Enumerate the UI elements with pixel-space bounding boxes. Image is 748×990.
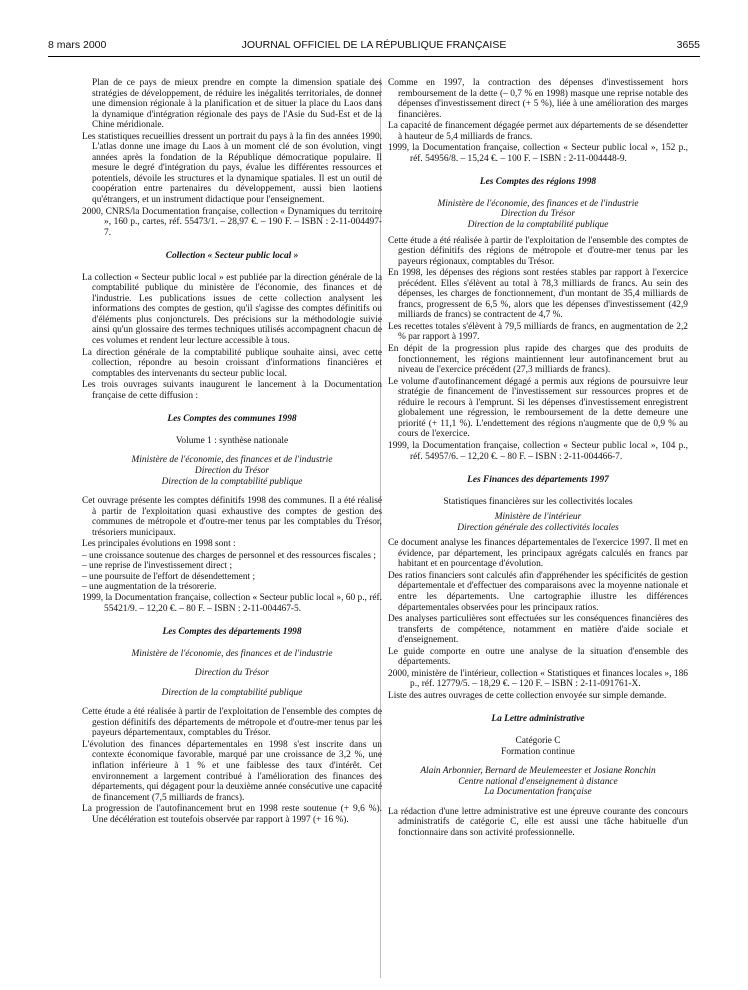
paragraph: La capacité de financement dégagée permet aux départements de se désendetter à hauteur de 5,4 milliards de francs. [388, 121, 688, 142]
paragraph: Le volume d'autofinancement dégagé a permis aux régions de poursuivre leur stratégie de financement de l'investissement sur ressources propres et de réduire le recours à l'emprunt. Si les dépenses d'investissement enregistrent globalement une régression, le remboursement de la dette demeure une priorité (+ 11,1 %). L'endettement des régions n'augmente que de 0,9 % au cours de l'exercice. [388, 376, 688, 440]
right-column [388, 78, 688, 839]
left-column [82, 78, 382, 826]
list-item: – une poursuite de l'effort de désendettement ; [82, 571, 256, 582]
section-heading: Collection « Secteur public local » [165, 251, 299, 262]
paragraph: Des analyses particulières sont effectuées sur les conséquences financières des transferts de compétence, notamment en matière d'aide sociale et d'enseignement. [388, 614, 688, 646]
paragraph: La direction générale de la comptabilité publique souhaite ainsi, avec cette collection, répondre au besoin croissant d'informations financières et comptables des intervenants du secteur public local. [82, 347, 382, 379]
section-heading: Les Comptes des régions 1998 [479, 177, 597, 188]
paragraph: L'évolution des finances départementales en 1998 s'est inscrite dans un contexte économique favorable, marqué par une croissance de 3,2 %, une inflation inférieure à 1 % et une faiblesse des taux d'intérêt. Cet environnement a largement contribué à l'amélioration des finances des départements, qui dégagent pour la deuxième année consécutive une capacité de financement (7,5 milliards de francs). [82, 739, 382, 803]
list-item: – une augmentation de la trésorerie. [82, 582, 217, 593]
publisher-line: La Documentation française [484, 787, 592, 798]
publication-reference: 1999, la Documentation française, collection « Secteur public local », 152 p., réf. 54956/8. – 15,24 €. – 100 F. – ISBN : 2-11-004448-9. [388, 143, 688, 164]
paragraph: Les principales évolutions en 1998 sont : [82, 539, 236, 550]
journal-title: JOURNAL OFFICIEL DE LA RÉPUBLIQUE FRANÇAISE [241, 39, 507, 51]
issue-date: 8 mars 2000 [48, 39, 107, 51]
direction-line: Direction du Trésor [500, 209, 576, 220]
volume-line: Volume 1 : synthèse nationale [175, 435, 289, 446]
publication-reference: 1999, la Documentation française, collection « Secteur public local », 60 p., réf. 55421/9. – 12,20 €. – 80 F. – ISBN : 2-11-004467-5. [82, 592, 382, 614]
paragraph: Comme en 1997, la contraction des dépenses d'investissement hors remboursement de la dette (– 0,7 % en 1998) masque une reprise notable des dépenses d'investissement direct (+ 5 %), liée à une amélioration des marges financières. [388, 78, 688, 120]
section-heading: La Lettre administrative [491, 714, 585, 725]
direction-line: Direction de la comptabilité publique [161, 476, 303, 487]
training-line: Formation continue [501, 746, 575, 757]
section-heading: Les Comptes des départements 1998 [162, 627, 302, 638]
paragraph: En dépit de la progression plus rapide des charges que des produits de fonctionnement, les régions maintiennent leur autofinancement brut au niveau de l'exercice précédent (27,3 milliards de francs). [388, 344, 688, 376]
paragraph: Des ratios financiers sont calculés afin d'appréhender les spécificités de gestion départementale et d'effectuer des comparaisons avec la moyenne nationale et entre les départements. Une cartographie illustre les différences départementales observées pour les principaux ratios. [388, 570, 688, 613]
paragraph: La rédaction d'une lettre administrative est une épreuve courante des concours administratifs de catégorie C, elle est aussi une tâche habituelle d'un fonctionnaire dans son activité professionnelle. [388, 806, 688, 838]
publication-reference: 2000, CNRS/la Documentation française, collection « Dynamiques du territoire », 160 p., cartes, réf. 55473/1. – 28,97 €. – 190 F. – ISBN : 2-11-004497-7. [82, 206, 382, 238]
direction-line: Direction générale des collectivités locales [457, 522, 619, 533]
page-number: 3655 [676, 39, 700, 51]
category-line: Catégorie C [515, 735, 561, 746]
ministry-line: Ministère de l'intérieur [494, 512, 582, 523]
paragraph: Ce document analyse les finances départementales de l'exercice 1997. Il met en évidence, par département, les principaux agrégats calculés en francs par habitant et en pourcentage d'évolution. [388, 538, 688, 570]
header-rule [48, 56, 700, 57]
ministry-line: Ministère de l'économie, des finances et de l'industrie [131, 648, 333, 659]
paragraph: Cet ouvrage présente les comptes définitifs 1998 des communes. Il a été réalisé à partir de l'exploitation quasi exhaustive des comptes de gestion des communes de métropole et d'outre-mer tenus par les comptables du Trésor, trésoriers municipaux. [82, 496, 382, 538]
paragraph: La progression de l'autofinancement brut en 1998 reste soutenue (+ 9,6 %). Une décélération est toutefois observée par rapport à 1997 (+ 16 %). [82, 804, 382, 825]
section-heading: Les Finances des départements 1997 [467, 475, 609, 486]
paragraph: Cette étude a été réalisée à partir de l'exploitation de l'ensemble des comptes de gestion définitifs des régions de métropole et d'outre-mer tenus par les payeurs régionaux, comptables du Trésor. [388, 235, 688, 267]
paragraph: Les trois ouvrages suivants inaugurent le lancement à la Documentation française de cette diffusion : [82, 380, 382, 401]
paragraph: Liste des autres ouvrages de cette collection envoyée sur simple demande. [388, 690, 667, 701]
list-item: – une reprise de l'investissement direct ; [82, 561, 233, 572]
direction-line: Direction du Trésor [194, 465, 270, 476]
publication-reference: 2000, ministère de l'intérieur, collection « Statistiques et finances locales », 186 p., réf. 12779/5. – 18,29 €. – 120 F. – ISBN : 2-11-091761-X. [388, 668, 688, 690]
authors-line: Alain Arbonnier, Bernard de Meulemeester et Josiane Ronchin [420, 766, 656, 777]
ministry-line: Ministère de l'économie, des finances et de l'industrie [131, 455, 333, 466]
list-item: – une croissance soutenue des charges de personnel et des ressources fiscales ; [82, 550, 376, 561]
paragraph: Le guide comporte en outre une analyse de la situation d'ensemble des départements. [388, 646, 688, 668]
paragraph: Les recettes totales s'élèvent à 79,5 milliards de francs, en augmentation de 2,2 % par rapport à 1997. [388, 321, 688, 343]
page-header [0, 0, 748, 58]
publisher-line: Centre national d'enseignement à distance [458, 776, 618, 787]
ministry-line: Ministère de l'économie, des finances et de l'industrie [437, 198, 639, 209]
direction-line: Direction du Trésor [194, 668, 270, 679]
publication-reference: 1999, la Documentation française, collection « Secteur public local », 104 p., réf. 54957/6. – 12,20 €. – 80 F. – ISBN : 2-11-004466-7. [388, 440, 688, 462]
subtitle-line: Statistiques financières sur les collectivités locales [443, 496, 633, 507]
direction-line: Direction de la comptabilité publique [161, 687, 303, 698]
paragraph: La collection « Secteur public local » est publiée par la direction générale de la comptabilité publique du ministère de l'économie, des finances et de l'industrie. Les publications issues de cette collection analysent les informations des comptes de gestion, qu'il s'agisse des comptes définitifs ou d'éléments plus conjoncturels. Des précisions sur la méthodologie suivie ainsi qu'un glossaire des termes techniques utilisés accompagnent chacun de ces volumes et rendent leur lecture accessible à tous. [82, 272, 382, 347]
paragraph: Les statistiques recueillies dressent un portrait du pays à la fin des années 1990. L'atlas donne une image du Laos à un moment clé de son évolution, vingt années après la fondation de la République démocratique populaire. Il mesure le degré d'intégration du pays, évalue les différentes ressources et potentiels, dévoile les structures et la dynamique spatiales. Il est un outil de coopération entre partenaires du développement, aussi bien laotiens qu'étrangers, et un instrument didactique pour l'enseignement. [82, 131, 382, 206]
paragraph: En 1998, les dépenses des régions sont restées stables par rapport à l'exercice précédent. Elles s'élèvent au total à 78,3 milliards de francs. Au sein des dépenses, les charges de fonctionnement, d'un montant de 35,4 milliards de francs, progressent de 6,5 %, alors que les dépenses d'investissement (42,9 milliards de francs) se contractent de 4,7 %. [388, 268, 688, 321]
section-heading: Les Comptes des communes 1998 [167, 414, 297, 425]
paragraph: Cette étude a été réalisée à partir de l'exploitation de l'ensemble des comptes de gestion définitifs des départements de métropole et d'outre-mer tenus par les payeurs départementaux, comptables du Trésor. [82, 707, 382, 739]
paragraph: Plan de ce pays de mieux prendre en compte la dimension spatiale des stratégies de développement, de réduire les inégalités territoriales, de donner une dimension régionale à la planification et de situer la place du Laos dans la dynamique d'intégration régionale des pays de l'Asie du Sud-Est et de la Chine méridionale. [92, 78, 382, 131]
direction-line: Direction de la comptabilité publique [467, 220, 609, 231]
